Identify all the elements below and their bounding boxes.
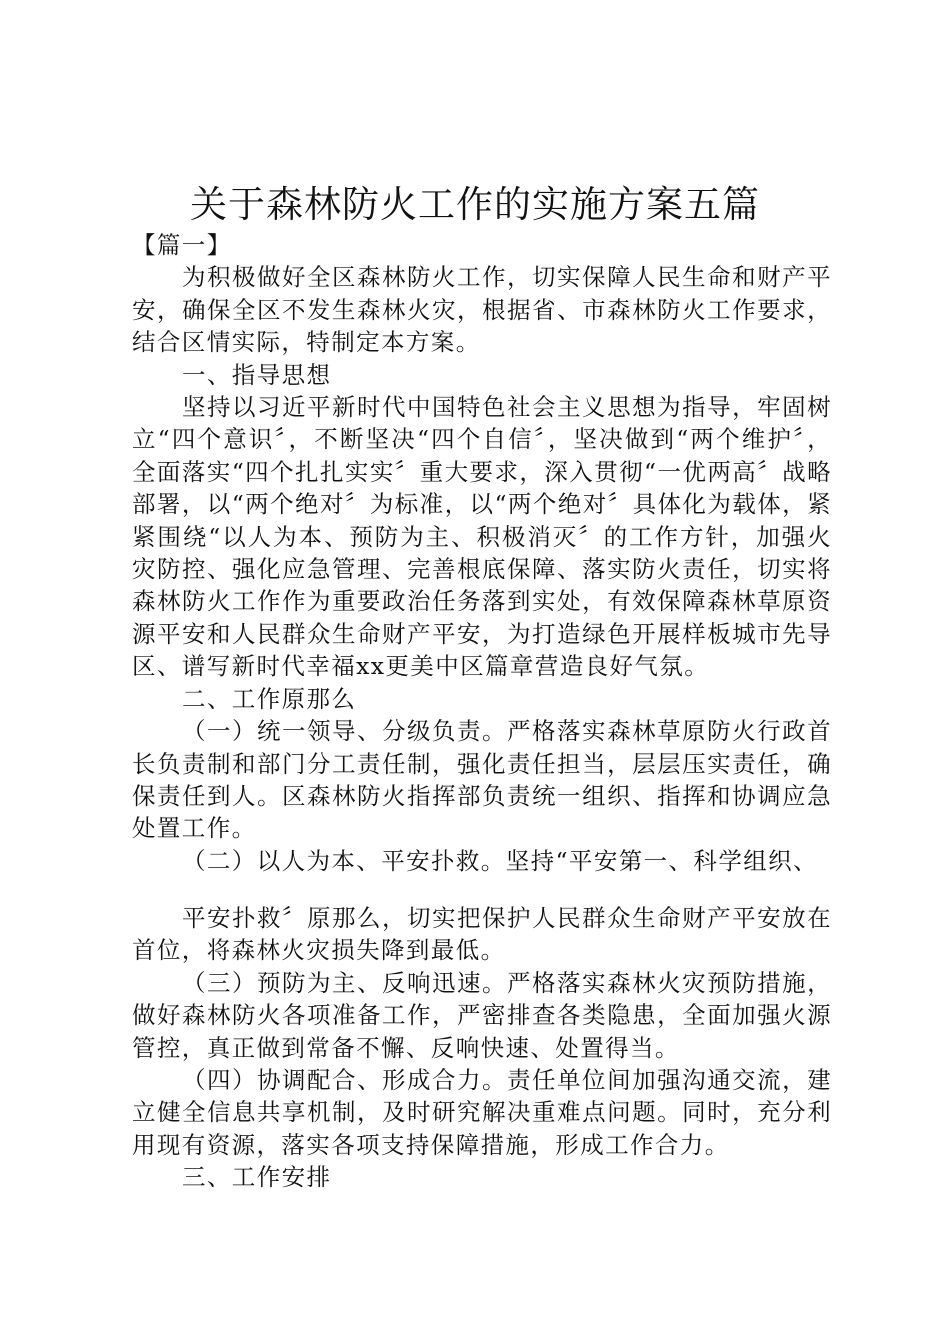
intro-paragraph: 为积极做好全区森林防火工作，切实保障人民生命和财产平安，确保全区不发生森林火灾，根据省、市森林防火工作要求，结合区情实际，特制定本方案。 <box>132 263 832 357</box>
document-body-upper <box>132 229 832 877</box>
document-body-lower <box>132 902 832 1194</box>
paragraph-guiding-ideology: 坚持以习近平新时代中国特色社会主义思想为指导，牢固树立“四个意识〞，不断坚决“四个自信〞，坚决做到“两个维护〞，全面落实“四个扎扎实实〞重大要求，深入贯彻“一优两高〞战略部署，以“两个绝对〞为标准，以“两个绝对〞具体化为载体，紧紧围绕“以人为本、预防为主、积极消灭〞的工作方针，加强火灾防控、强化应急管理、完善根底保障、落实防火责任，切实将森林防火工作作为重要政治任务落到实处，有效保障森林草原资源平安和人民群众生命财产平安，为打造绿色开展样板城市先导区、谱写新时代幸福xx更美中区篇章营造良好气氛。 <box>132 393 832 681</box>
section-tag: 【篇一】 <box>132 231 232 259</box>
paragraph-principle-4: （四）协调配合、形成合力。责任单位间加强沟通交流，建立健全信息共享机制，及时研究解决重难点问题。同时，充分利用现有资源，落实各项支持保障措施，形成工作合力。 <box>132 1066 832 1159</box>
heading-guiding-ideology: 一、指导思想 <box>182 360 332 389</box>
paragraph-principle-2-cont: 平安扑救〞原那么，切实把保护人民群众生命财产平安放在首位，将森林火灾损失降到最低。 <box>132 904 832 965</box>
heading-work-arrangement: 三、工作安排 <box>182 1163 332 1192</box>
paragraph-principle-2-start: （二）以人为本、平安扑救。坚持“平安第一、科学组织、 <box>182 846 818 875</box>
paragraph-principle-3: （三）预防为主、反响迅速。严格落实森林火灾预防措施，做好森林防火各项准备工作，严密排查各类隐患，全面加强火源管控，真正做到常备不懈、反响快速、处置得当。 <box>132 968 832 1062</box>
heading-working-principles: 二、工作原那么 <box>182 684 357 713</box>
paragraph-principle-1: （一）统一领导、分级负责。严格落实森林草原防火行政首长负责制和部门分工责任制，强化责任担当，层层压实责任，确保责任到人。区森林防火指挥部负责统一组织、指挥和协调应急处置工作。 <box>132 717 832 843</box>
document-title: 关于森林防火工作的实施方案五篇 <box>190 183 760 226</box>
